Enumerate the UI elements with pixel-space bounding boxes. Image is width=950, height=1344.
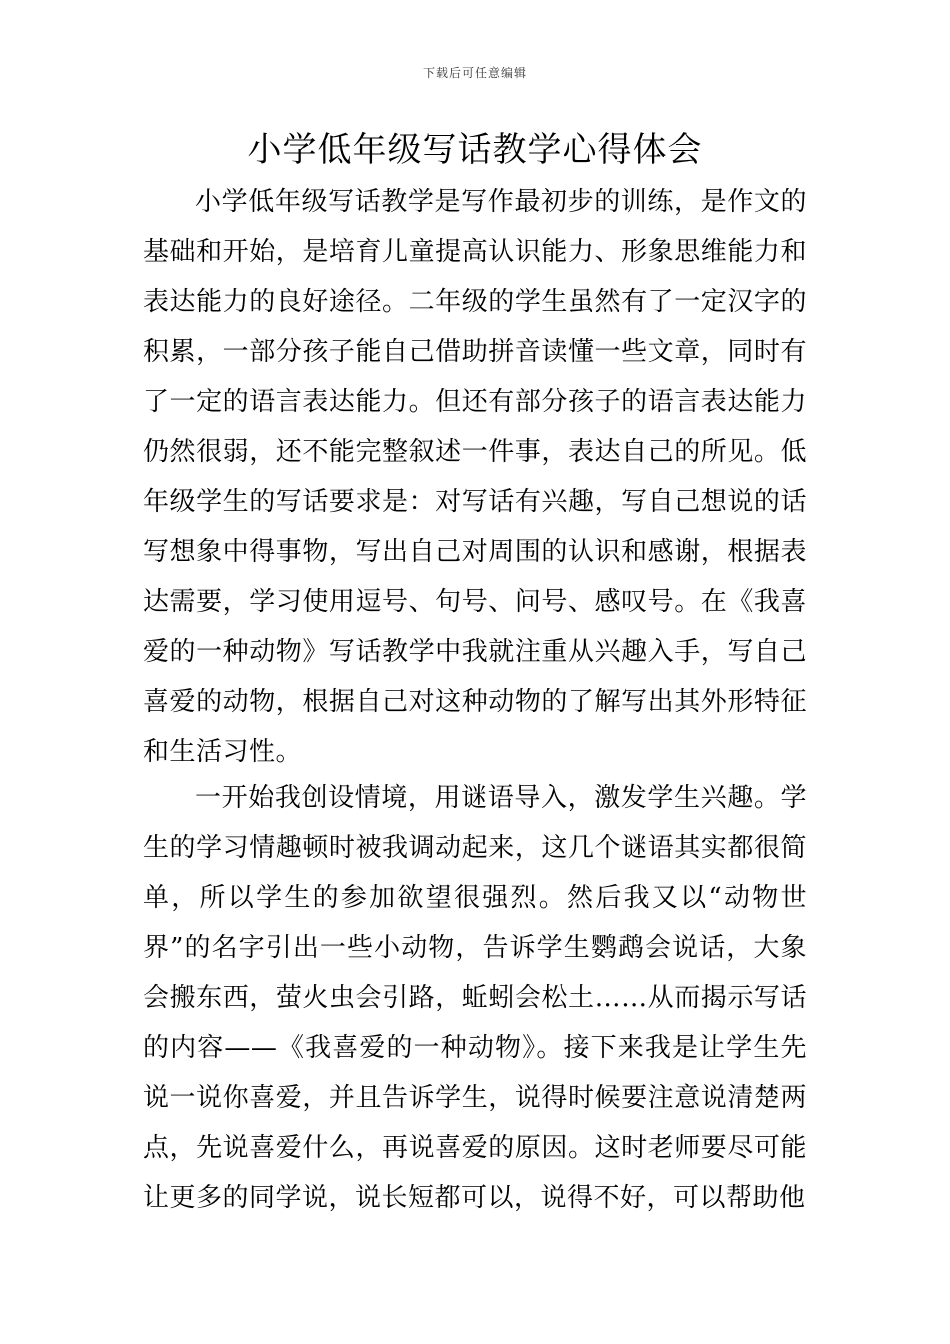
paragraph-1: 小学低年级写话教学是写作最初步的训练，是作文的基础和开始，是培育儿童提高认识能力、形象思维能力和表达能力的良好途径。二年级的学生虽然有了一定汉字的积累，一部分孩子能自己借助拼音读懂一些文章，同时有了一定的语言表达能力。但还有部分孩子的语言表达能力仍然很弱，还不能完整叙述一件事，表达自己的所见。低年级学生的写话要求是：对写话有兴趣，写自己想说的话写想象中得事物，写出自己对周围的认识和感谢，根据表达需要，学习使用逗号、句号、问号、感叹号。在《我喜爱的一种动物》写话教学中我就注重从兴趣入手，写自己喜爱的动物，根据自己对这种动物的了解写出其外形特征和生活习性。 [143, 187, 807, 767]
header-note: 下载后可任意编辑 [422, 66, 527, 80]
paragraph-2: 一开始我创设情境，用谜语导入，激发学生兴趣。学生的学习情趣顿时被我调动起来，这几个谜语其实都很简单，所以学生的参加欲望很强烈。然后我又以“动物世界”的名字引出一些小动物，告诉学生鹦鹉会说话，大象会搬东西，萤火虫会引路，蚯蚓会松土……从而揭示写话的内容——《我喜爱的一种动物》。接下来我是让学生先说一说你喜爱，并且告诉学生，说得时候要注意说清楚两点，先说喜爱什么，再说喜爱的原因。这时老师要尽可能让更多的同学说，说长短都可以，说得不好，可以帮助他 [143, 783, 807, 1213]
document-title: 小学低年级写话教学心得体会 [247, 130, 703, 170]
